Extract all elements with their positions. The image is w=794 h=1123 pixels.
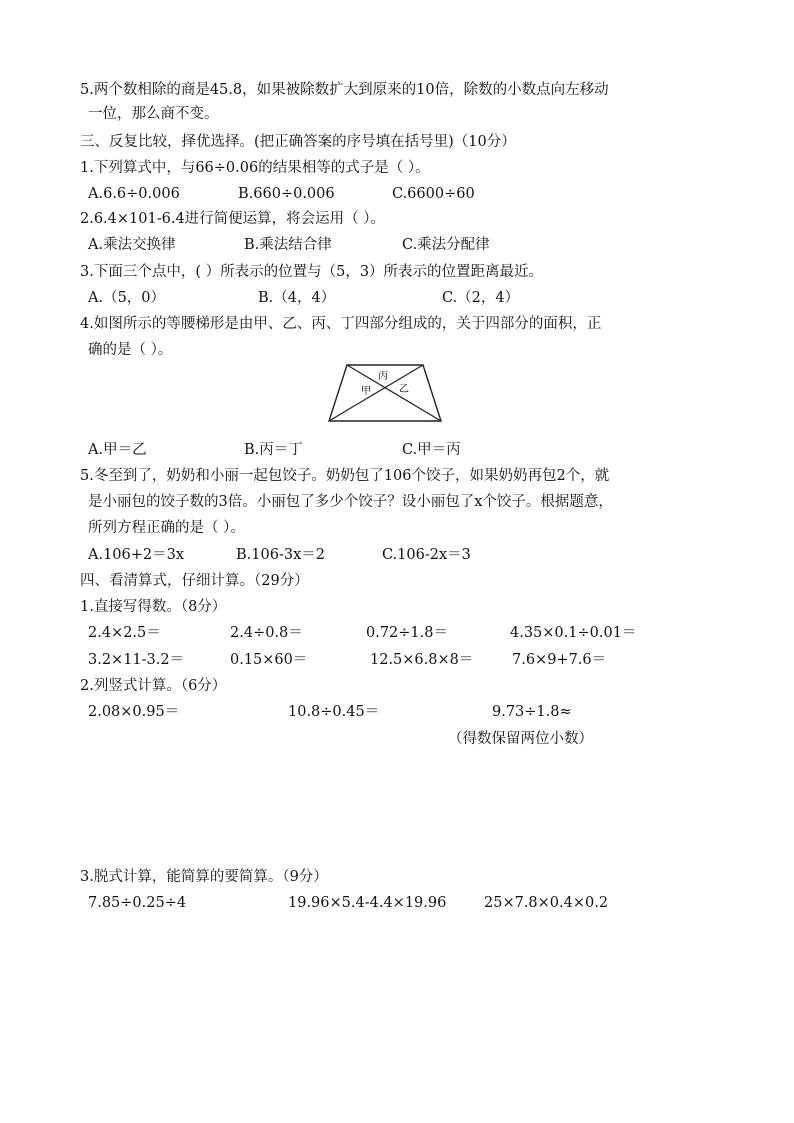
s3-q5-line2: 是小丽包的饺子数的3倍。小丽包了多少个饺子？设小丽包了x个饺子。根据题意，: [88, 494, 613, 510]
judge-q5-line2: 一位，那么商不变。: [88, 106, 219, 122]
s3-q2-option-b: B.乘法结合律: [244, 237, 332, 253]
s4-p3-item1: 7.85÷0.25÷4: [88, 895, 187, 911]
s3-q4-option-a: A.甲＝乙: [88, 442, 147, 458]
s4-p1-r2-c1: 3.2×11-3.2＝: [88, 652, 185, 668]
s3-q4-option-b: B.丙＝丁: [244, 442, 303, 458]
s3-q1-option-b: B.660÷0.006: [238, 186, 335, 202]
s4-p1-r2-c3: 12.5×6.8×8＝: [370, 652, 474, 668]
s4-p1-r2-c2: 0.15×60＝: [230, 652, 308, 668]
label-yi: 乙: [399, 384, 409, 395]
s3-q3-option-c: C.（2，4）: [442, 290, 520, 306]
s4-p1-title: 1.直接写得数。（8分）: [80, 599, 227, 615]
s4-p2-note: （得数保留两位小数）: [448, 731, 593, 747]
section3-heading: 三、反复比较，择优选择。(把正确答案的序号填在括号里)（10分）: [80, 134, 516, 150]
s3-q2-option-a: A.乘法交换律: [88, 237, 176, 253]
s3-q4-option-c: C.甲＝丙: [402, 442, 461, 458]
s3-q1-option-a: A.6.6÷0.006: [88, 186, 180, 202]
s4-p2-item2: 10.8÷0.45＝: [288, 704, 380, 720]
s3-q3-option-a: A.（5，0）: [88, 290, 166, 306]
s3-q1-stem: 1.下列算式中，与66÷0.06的结果相等的式子是（ ）。: [80, 160, 430, 176]
s3-q2-stem: 2.6.4×101-6.4进行简便运算，将会运用（ ）。: [80, 211, 386, 227]
label-bing: 丙: [378, 371, 388, 382]
s3-q5-line3: 所列方程正确的是（ ）。: [88, 520, 245, 536]
s3-q5-option-c: C.106-2x＝3: [382, 547, 471, 563]
label-jia: 甲: [361, 386, 371, 397]
s4-p2-title: 2.列竖式计算。（6分）: [80, 678, 227, 694]
s4-p1-r1-c3: 0.72÷1.8＝: [366, 625, 448, 641]
s4-p1-r1-c1: 2.4×2.5＝: [88, 625, 161, 641]
s4-p3-item3: 25×7.8×0.4×0.2: [484, 895, 609, 911]
section4-heading: 四、看清算式，仔细计算。（29分）: [80, 573, 309, 589]
s4-p1-r1-c4: 4.35×0.1÷0.01＝: [510, 625, 637, 641]
s3-q5-line1: 5.冬至到了，奶奶和小丽一起包饺子。奶奶包了106个饺子，如果奶奶再包2个，就: [80, 468, 610, 484]
s3-q5-option-a: A.106+2＝3x: [88, 547, 185, 563]
s4-p1-r1-c2: 2.4÷0.8＝: [230, 625, 303, 641]
s3-q4-line2: 确的是（ ）。: [88, 342, 173, 358]
s4-p3-item2: 19.96×5.4-4.4×19.96: [288, 895, 447, 911]
s3-q4-line1: 4.如图所示的等腰梯形是由甲、乙、丙、丁四部分组成的，关于四部分的面积，正: [80, 316, 602, 332]
s3-q3-stem: 3.下面三个点中，( ）所表示的位置与（5，3）所表示的位置距离最近。: [80, 264, 544, 280]
s4-p2-item1: 2.08×0.95＝: [88, 704, 180, 720]
s4-p1-r2-c4: 7.6×9+7.6＝: [512, 652, 607, 668]
s3-q3-option-b: B.（4，4）: [258, 290, 336, 306]
s3-q5-option-b: B.106-3x＝2: [236, 547, 325, 563]
s4-p3-title: 3.脱式计算，能简算的要简算。（9分）: [80, 869, 328, 885]
s3-q2-option-c: C.乘法分配律: [402, 237, 490, 253]
s3-q1-option-c: C.6600÷60: [392, 186, 475, 202]
trapezoid-figure: [325, 361, 445, 425]
judge-q5-line1: 5.两个数相除的商是45.8，如果被除数扩大到原来的10倍，除数的小数点向左移动: [80, 82, 609, 98]
s4-p2-item3: 9.73÷1.8≈: [492, 704, 572, 720]
